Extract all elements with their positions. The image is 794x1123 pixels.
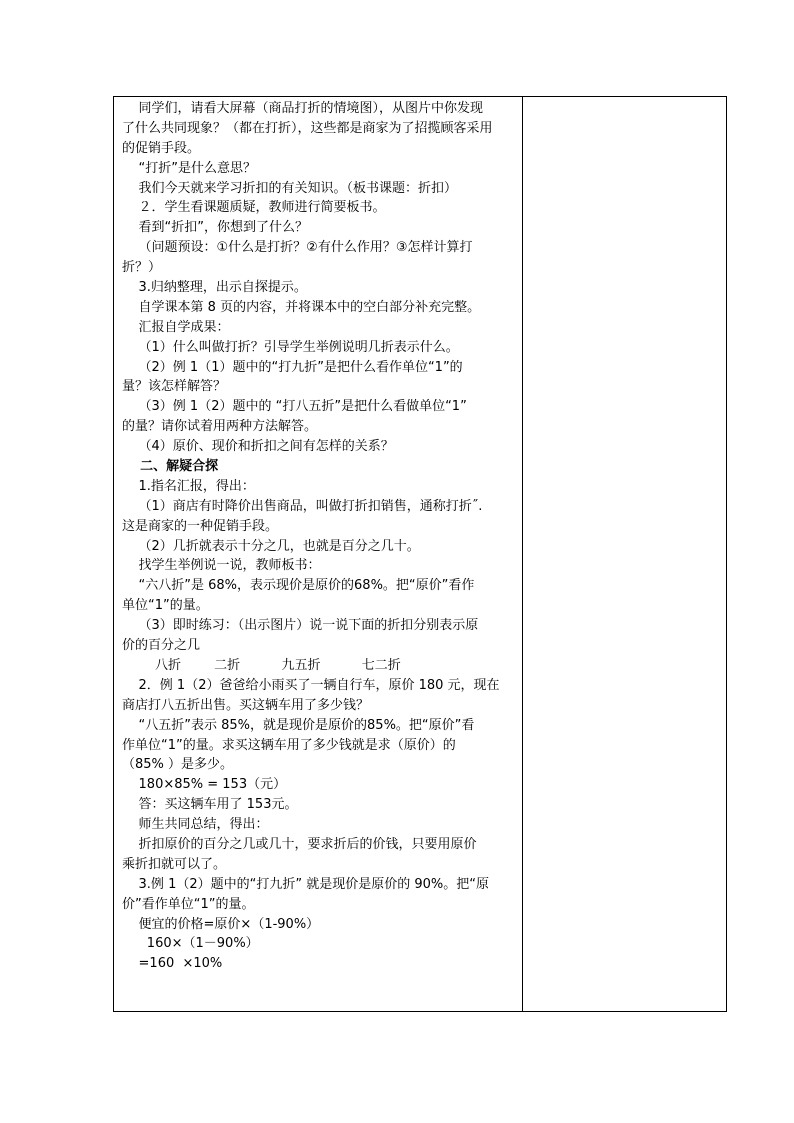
text-line: 答：买这辆车用了 153元。 bbox=[122, 797, 298, 813]
text-line: （4）原价、现价和折扣之间有怎样的关系？ bbox=[122, 439, 394, 455]
text-line: 我们今天就来学习折扣的有关知识。（板书课题：折扣） bbox=[122, 180, 458, 196]
text-line: 价的百分之几 bbox=[122, 638, 201, 654]
text-line: 乘折扣就可以了。 bbox=[122, 856, 227, 872]
text-line: 商店打八五折出售。买这辆车用了多少钱？ bbox=[122, 697, 370, 713]
text-line: 了什么共同现象？（都在打折），这些都是商家为了招揽顾客采用 bbox=[122, 120, 493, 136]
text-line: 量？该怎样解答？ bbox=[122, 379, 227, 395]
text-line: 的促销手段。 bbox=[122, 140, 201, 156]
text-line: 1.指名汇报，得出： bbox=[122, 478, 255, 494]
text-line: 3.例 1（2）题中的“打九折” 就是现价是原价的 90%。把“原 bbox=[122, 876, 489, 892]
text-line: “打折”是什么意思？ bbox=[122, 160, 256, 176]
text-line: （问题预设：①什么是打折？②有什么作用？③怎样计算打 bbox=[122, 240, 473, 256]
text-line: （3）例 1（2）题中的 “打八五折”是把什么看做单位“1” bbox=[122, 399, 467, 415]
text-line: 3.归纳整理，出示自探提示。 bbox=[122, 280, 307, 296]
lesson-table bbox=[113, 96, 727, 1012]
text-line: （85% ）是多少。 bbox=[122, 757, 234, 773]
text-line: （1）什么叫做打折？引导学生举例说明几折表示什么。 bbox=[122, 339, 459, 355]
text-line: 同学们，请看大屏幕（商品打折的情境图），从图片中你发现 bbox=[122, 101, 484, 116]
text-line: 八折 二折 九五折 七二折 bbox=[122, 657, 401, 673]
text-line: （2）例 1（1）题中的“打九折”是把什么看作单位“1”的 bbox=[122, 359, 463, 375]
text-line: 价”看作单位“1”的量。 bbox=[122, 896, 255, 912]
text-line: 作单位“1”的量。求买这辆车用了多少钱就是求（原价）的 bbox=[122, 737, 456, 753]
section-heading: 二、解疑合探 bbox=[122, 459, 219, 475]
text-line: =160 ×10% bbox=[122, 956, 223, 972]
text-line: 汇报自学成果： bbox=[122, 319, 230, 335]
text-line: 便宜的价格=原价×（1-90%） bbox=[122, 916, 320, 932]
notes-cell bbox=[523, 97, 726, 1011]
text-line: 的量？请你试着用两种方法解答。 bbox=[122, 419, 318, 435]
text-line: 180×85% = 153（元） bbox=[122, 777, 287, 793]
text-line: 师生共同总结，得出： bbox=[122, 817, 269, 833]
text-line: （2）几折就表示十分之几，也就是百分之几十。 bbox=[122, 538, 420, 554]
text-line: 这是商家的一种促销手段。 bbox=[122, 518, 279, 534]
text-line: 折扣原价的百分之几或几十，要求折后的价钱，只要用原价 bbox=[122, 836, 477, 852]
text-line: （1）商店有时降价出售商品，叫做打折扣销售，通称打折˝. bbox=[122, 498, 483, 514]
text-line: 2．例 1（2）爸爸给小雨买了一辆自行车，原价 180 元，现在 bbox=[122, 677, 500, 693]
text-line: （3）即时练习：（出示图片）说一说下面的折扣分别表示原 bbox=[122, 618, 479, 634]
text-line: “六八折”是 68%，表示现价是原价的68%。把“原价”看作 bbox=[122, 578, 475, 594]
text-line: ２．学生看课题质疑，教师进行简要板书。 bbox=[122, 200, 386, 216]
text-line: 160×（1－90%） bbox=[122, 936, 259, 952]
lesson-content-cell bbox=[114, 97, 523, 1011]
text-line: 找学生举例说一说，教师板书： bbox=[122, 558, 321, 574]
text-line: 自学课本第 8 页的内容，并将课本中的空白部分补充完整。 bbox=[122, 299, 481, 315]
text-line: 看到“折扣”，你想到了什么？ bbox=[122, 220, 308, 236]
text-line: “八五折”表示 85%，就是现价是原价的85%。把“原价”看 bbox=[122, 717, 475, 733]
text-line: 单位“1”的量。 bbox=[122, 598, 209, 614]
text-line: 折？） bbox=[122, 260, 162, 276]
